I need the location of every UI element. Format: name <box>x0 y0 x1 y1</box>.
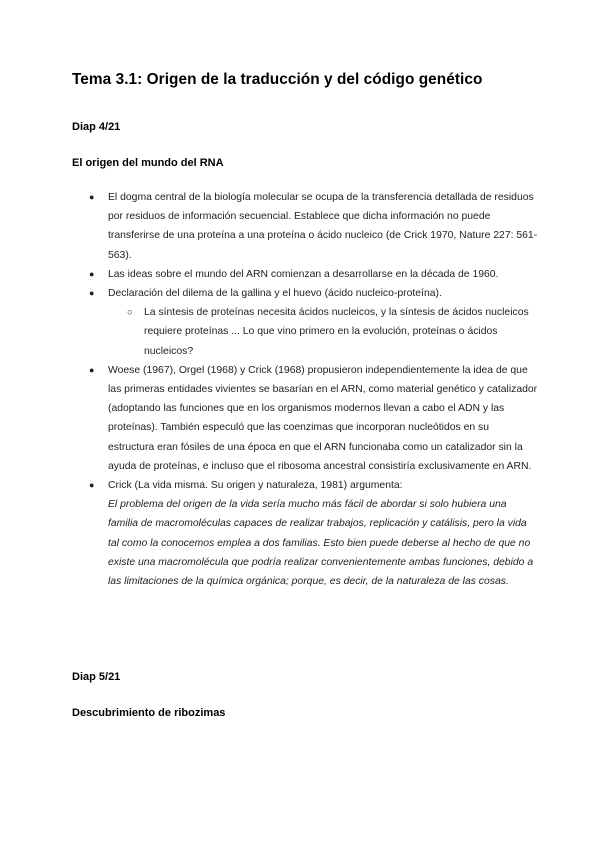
bullet-icon: ● <box>89 480 95 491</box>
bullet-icon: ● <box>89 268 95 279</box>
list-item-text: Las ideas sobre el mundo del ARN comienzan a desarrollarse en la década de 1960. <box>108 268 499 280</box>
list-item <box>89 476 538 591</box>
section-heading-rna-world: El origen del mundo del RNA <box>72 157 224 169</box>
bullet-icon: ● <box>89 364 95 375</box>
sub-list-item <box>127 303 538 361</box>
list-item-text: Declaración del dilema de la gallina y el huevo (ácido nucleico-proteína). <box>108 288 442 300</box>
crick-quote: El problema del origen de la vida sería mucho más fácil de abordar si solo hubiera una familia de macromoléculas capaces de realizar trabajos, replicación y catálisis, pero la vida tal como la conocemos emplea a dos familias. Esto bien puede deberse al hecho de que no existe una macromolécula que podría realizar convenientemente ambas funciones, debido a las limitaciones de la química orgánica; porque, es decir, de la naturaleza de las cosas. <box>108 499 534 588</box>
hollow-bullet-icon: ○ <box>127 307 133 319</box>
bullet-icon: ● <box>89 288 95 299</box>
list-item <box>89 188 538 265</box>
sub-bullet-list <box>108 303 538 361</box>
list-item <box>89 265 538 284</box>
list-item <box>89 284 538 361</box>
bullet-list <box>89 188 538 591</box>
sub-list-item-text: La síntesis de proteínas necesita ácidos nucleicos, y la síntesis de ácidos nucleicos requiere proteínas ... Lo que vino primero en la evolución, proteínas o ácidos nucleicos? <box>144 307 529 357</box>
list-item-text: Crick (La vida misma. Su origen y naturaleza, 1981) argumenta: <box>108 480 403 492</box>
list-item <box>89 361 538 476</box>
section-heading-ribozymes: Descubrimiento de ribozimas <box>72 707 226 719</box>
bullet-icon: ● <box>89 192 95 202</box>
page-title: Tema 3.1: Origen de la traducción y del código genético <box>72 71 483 88</box>
slide-label-5: Diap 5/21 <box>72 671 121 683</box>
list-item-text: El dogma central de la biología molecular se ocupa de la transferencia detallada de residuos por residuos de información secuencial. Establece que dicha información no puede transferirse de una proteína a una proteína o ácido nucleico (de Crick 1970, Nature 227: 561-563). <box>108 192 538 261</box>
list-item-text: Woese (1967), Orgel (1968) y Crick (1968) propusieron independientemente la idea de que las primeras entidades vivientes se basarían en el ARN, como material genético y catalizador (adoptando las funciones que en los organismos modernos llevan a cabo el ADN y las proteínas). También especuló que las coenzimas que incorporan nucleótidos en su estructura eran fósiles de una época en que el ARN funcionaba como un catalizador sin la ayuda de proteínas, e incluso que el ribosoma ancestral consistiría exclusivamente en ARN. <box>108 364 538 472</box>
slide-label-4: Diap 4/21 <box>72 121 121 133</box>
